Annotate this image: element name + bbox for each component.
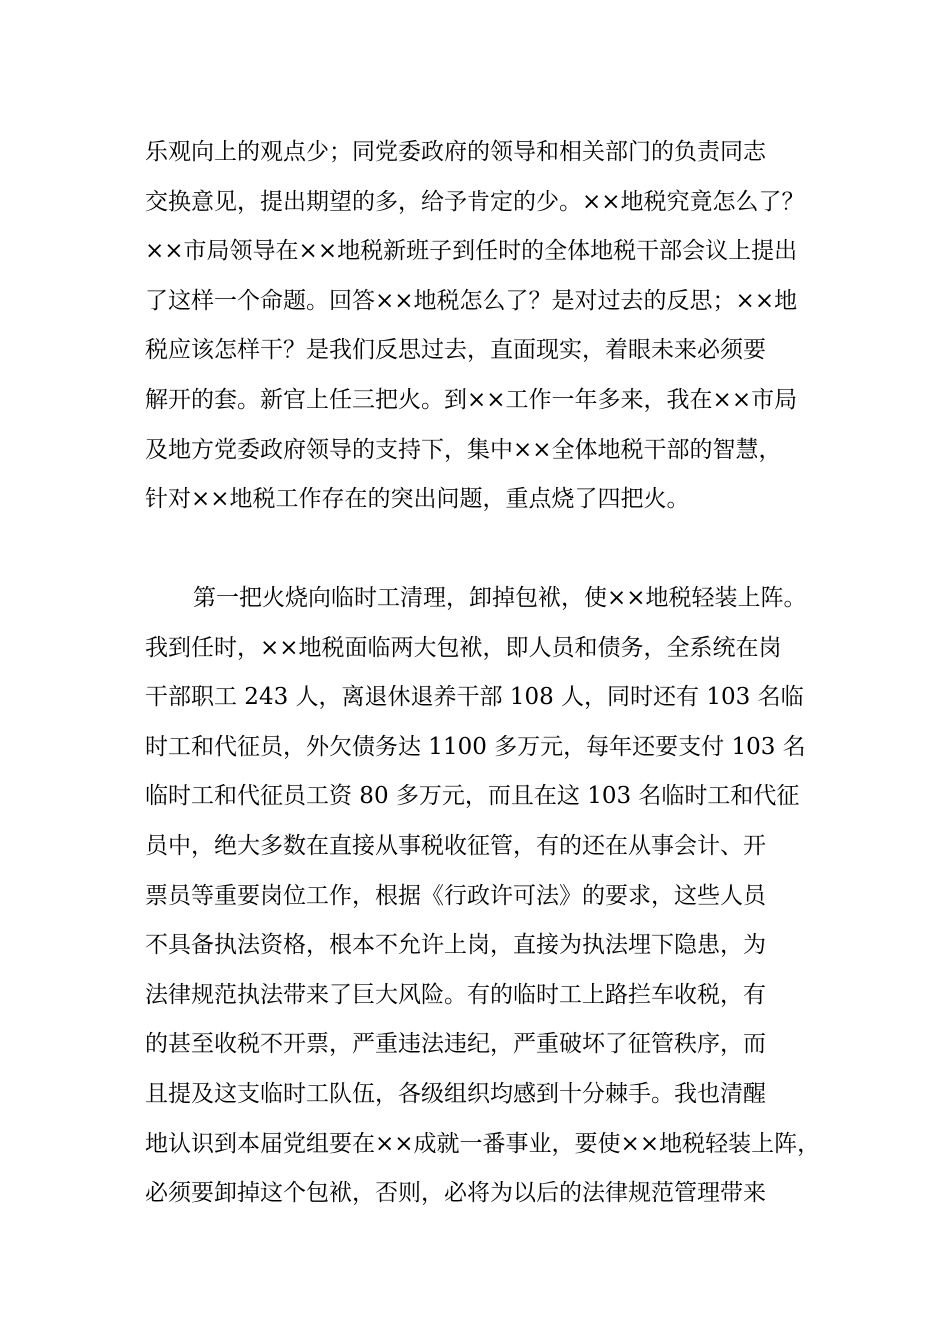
text-line: 法律规范执法带来了巨大风险。有的临时工上路拦车收税，有 [145,981,766,1008]
text-line: 了这样一个命题。回答××地税怎么了？是对过去的反思；××地 [145,287,798,314]
text-line: 乐观向上的观点少；同党委政府的领导和相关部门的负责同志 [145,139,766,165]
text-line: 票员等重要岗位工作，根据《行政许可法》的要求，这些人员 [145,882,766,909]
text-line: 干部职工 243 人，离退休退养干部 108 人，同时还有 103 名临 [145,684,804,711]
text-line: 我到任时，××地税面临两大包袱，即人员和债务，全系统在岗 [145,634,782,661]
text-line: 员中，绝大多数在直接从事税收征管，有的还在从事会计、开 [145,832,766,859]
text-line: 的甚至收税不开票，严重违法违纪，严重破坏了征管秩序，而 [145,1031,766,1058]
text-line: 针对××地税工作存在的突出问题，重点烧了四把火。 [145,486,690,513]
text-line: ××市局领导在××地税新班子到任时的全体地税干部会议上提出 [145,238,798,265]
text-line: 时工和代征员，外欠债务达 1100 多万元，每年还要支付 103 名 [145,733,806,760]
text-line: 解开的套。新官上任三把火。到××工作一年多来，我在××市局 [145,386,798,413]
text-line: 必须要卸掉这个包袱，否则，必将为以后的法律规范管理带来 [145,1180,766,1207]
text-line: 交换意见，提出期望的多，给予肯定的少。××地税究竟怎么了？ [145,188,805,215]
text-line: 税应该怎样干？是我们反思过去，直面现实，着眼未来必须要 [145,337,766,364]
text-line: 且提及这支临时工队伍，各级组织均感到十分棘手。我也清醒 [145,1080,766,1107]
text-line: 及地方党委政府领导的支持下，集中××全体地税干部的智慧， [145,436,782,463]
text-line: 不具备执法资格，根本不允许上岗，直接为执法埋下隐患，为 [145,932,766,959]
text-line: 第一把火烧向临时工清理，卸掉包袱，使××地税轻装上阵。 [193,585,807,611]
paragraph-2 [145,574,825,1219]
text-line: 地认识到本届党组要在××成就一番事业，要使××地税轻装上阵， [145,1130,821,1157]
text-line: 临时工和代征员工资 80 多万元，而且在这 103 名临时工和代征 [145,783,800,810]
paragraph-1 [145,128,825,525]
